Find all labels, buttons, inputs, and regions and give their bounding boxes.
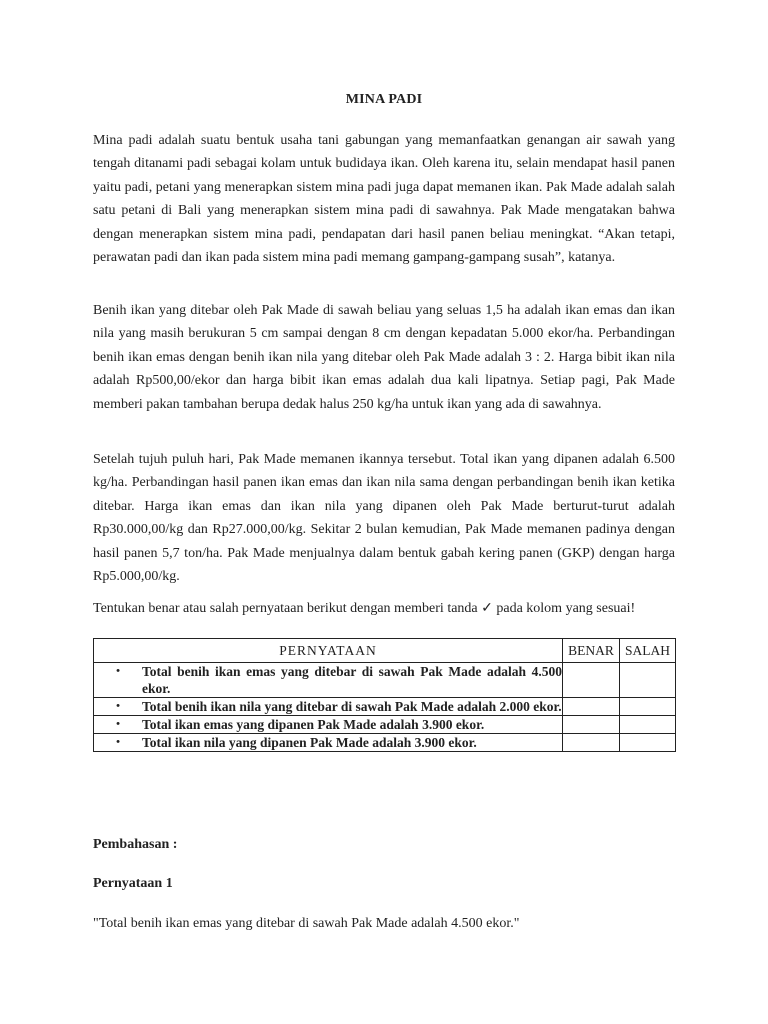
statement-1-heading: Pernyataan 1 [93,876,173,891]
salah-cell[interactable] [620,663,676,698]
benar-cell[interactable] [563,698,620,716]
document-title: MINA PADI [345,92,423,107]
benar-cell[interactable] [563,734,620,752]
paragraph-harvest: Setelah tujuh puluh hari, Pak Made memanen ikannya tersebut. Total ikan yang dipanen adalah 6.500 kg/ha. Perbandingan hasil panen ikan emas dan ikan nila sama dengan perbandingan benih ikan ketika ditebar. Harga ikan emas dan ikan nila yang dipanen oleh Pak Made berturut-turut adalah Rp30.000,00/kg dan Rp27.000,00/kg. Sekitar 2 bulan kemudian, Pak Made memanen padinya dengan hasil panen 5,7 ton/ha. Pak Made menjualnya dalam bentuk gabah kering panen (GKP) dengan harga Rp5.000,00/kg. [93,452,675,585]
statement-cell [94,734,563,752]
statement-text: Total benih ikan emas yang ditebar di sawah Pak Made adalah 4.500 ekor. [142,664,562,696]
table-row [94,734,676,752]
bullet-icon: • [116,665,120,677]
benar-cell[interactable] [563,716,620,734]
statement-text: Total ikan nila yang dipanen Pak Made adalah 3.900 ekor. [142,735,477,750]
salah-cell[interactable] [620,734,676,752]
salah-cell[interactable] [620,716,676,734]
paragraph-seed: Benih ikan yang ditebar oleh Pak Made di sawah beliau yang seluas 1,5 ha adalah ikan emas dan ikan nila yang masih berukuran 5 cm sampai dengan 8 cm dengan kepadatan 5.000 ekor/ha. Perbandingan benih ikan emas dengan benih ikan nila yang ditebar oleh Pak Made adalah 3 : 2. Harga bibit ikan nila adalah Rp500,00/ekor dan harga bibit ikan emas adalah dua kali lipatnya. Setiap pagi, Pak Made memberi pakan tambahan berupa dedak halus 250 kg/ha untuk ikan yang ada di sawahnya. [93,303,675,412]
statement-cell [94,698,563,716]
table-row [94,663,676,698]
paragraph-instruction: Tentukan benar atau salah pernyataan berikut dengan memberi tanda ✓ pada kolom yang sesuai! [93,601,636,616]
salah-cell[interactable] [620,698,676,716]
table-header-row [94,639,676,663]
statement-text: Total ikan emas yang dipanen Pak Made adalah 3.900 ekor. [142,717,485,732]
header-pernyataan: PERNYATAAN [94,639,563,663]
statement-1-quote: "Total benih ikan emas yang ditebar di sawah Pak Made adalah 4.500 ekor." [93,916,520,931]
benar-cell[interactable] [563,663,620,698]
header-benar: BENAR [563,639,620,663]
statement-cell [94,663,563,698]
paragraph-intro: Mina padi adalah suatu bentuk usaha tani gabungan yang memanfaatkan genangan air sawah yang tengah ditanami padi sebagai kolam untuk budidaya ikan. Oleh karena itu, selain mendapat hasil panen yaitu padi, petani yang menerapkan sistem mina padi juga dapat memanen ikan. Pak Made adalah salah satu petani di Bali yang menerapkan sistem mina padi di sawahnya. Pak Made mengatakan bahwa dengan menerapkan sistem mina padi, pendapatan dari hasil panen beliau meningkat. “Akan tetapi, perawatan padi dan ikan pada sistem mina padi memang gampang-gampang susah”, katanya. [93,133,675,266]
table-row [94,716,676,734]
statement-table [93,638,676,752]
statement-text: Total benih ikan nila yang ditebar di sawah Pak Made adalah 2.000 ekor. [142,699,562,714]
header-salah: SALAH [620,639,676,663]
table-row [94,698,676,716]
discussion-heading: Pembahasan : [93,837,178,852]
bullet-icon: • [116,718,120,730]
bullet-icon: • [116,700,120,712]
statement-cell [94,716,563,734]
bullet-icon: • [116,736,120,748]
